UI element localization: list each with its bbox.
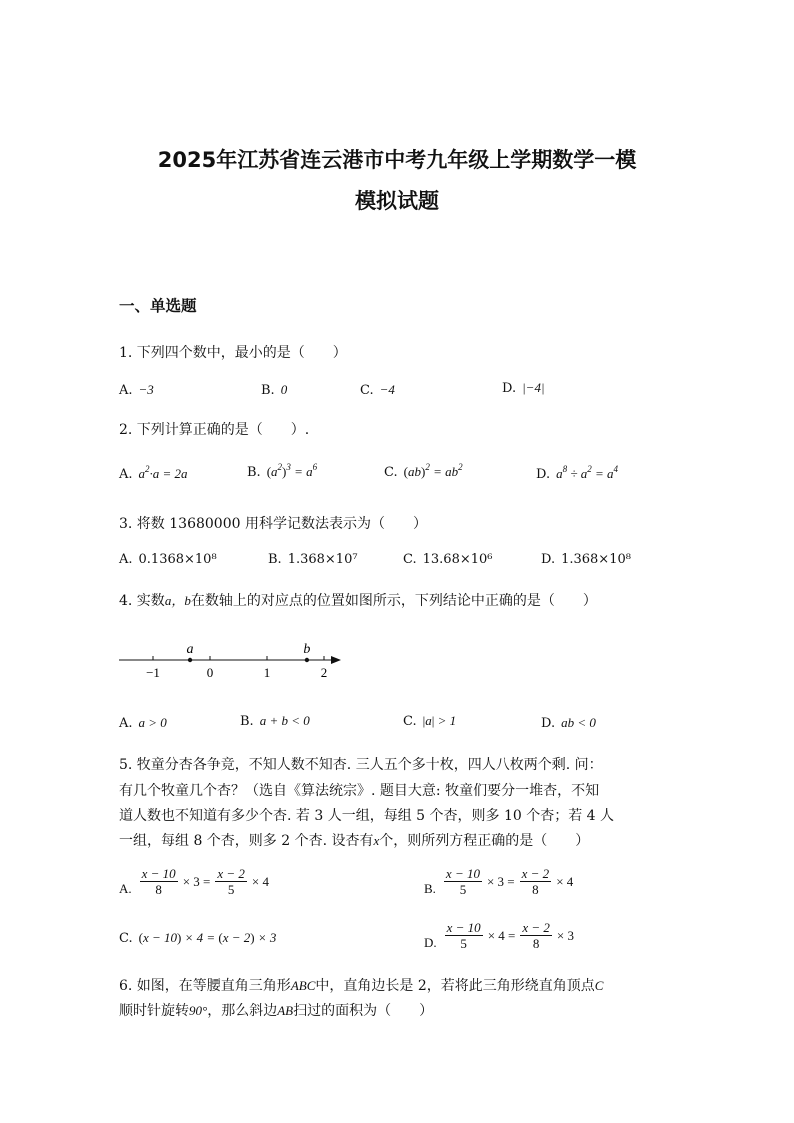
q4-option-a[interactable] [119,715,167,731]
stem-variables: a，b [164,593,191,608]
option-label: A. [119,467,133,482]
page-title: 2025年江苏省连云港市中考九年级上学期数学一模 [157,148,637,172]
option-value: 0.1368×10⁸ [138,552,217,567]
fraction: $\frac{x - 2}{8}$ [521,866,550,897]
number-line-arrow [331,656,341,664]
option-label: D. [541,552,556,567]
q3-option-d[interactable] [541,552,631,567]
number-line-tick-label: 2 [320,665,328,680]
stem-text: 在数轴上的对应点的位置如图所示，下列结论中正确的是（ ） [190,593,597,609]
stem-text: 扫过的面积为（ ） [293,1003,434,1019]
option-value: −4 [379,382,395,397]
stem-variable: ABC [290,978,316,993]
stem-text: 个，则所列方程正确的是（ ） [379,833,590,849]
stem-text: 中，直角边长是 2，若将此三角形绕直角顶点 [315,978,595,994]
question-3-stem: 3. 将数 13680000 用科学记数法表示为（ ） [119,516,427,532]
fraction: $\frac{x - 10}{5}$ [445,866,480,897]
option-value: 1.368×10⁷ [287,552,358,567]
number-line-point [188,658,192,662]
option-label: C. [119,931,133,946]
fraction: $\frac{x - 2}{8}$ [522,920,550,951]
option-label: C. [403,552,417,567]
stem-variable: x [373,833,380,848]
option-value: |−4| [522,380,545,395]
q2-option-a[interactable] [119,466,188,482]
option-formula: ab < 0 [561,715,596,730]
option-label: B. [424,880,436,896]
stem-text: 一组，每组 8 个杏，则多 2 个杏. 设杏有 [119,833,374,849]
q3-option-c[interactable] [403,552,493,567]
option-label: A. [119,716,133,731]
q2-option-d[interactable] [536,466,618,482]
option-value: 13.68×10⁶ [422,552,493,567]
option-label: B. [268,552,282,567]
q1-option-d[interactable] [502,380,545,396]
option-value: 0 [280,382,288,397]
question-5-line-2: 有几个牧童几个杏？（选自《算法统宗》. 题目大意: 牧童们要分一堆杏，不知 [119,783,600,799]
option-label: A. [119,552,133,567]
option-formula: a + b < 0 [259,713,310,728]
option-label: D. [502,381,517,396]
number-line-point [305,658,309,662]
option-formula: |a| > 1 [422,713,457,728]
stem-angle: 90° [189,1003,208,1018]
fraction: $\frac{x - 2}{5}$ [217,866,245,897]
option-label: B. [240,714,254,729]
question-6-line-1 [119,975,603,995]
option-label: A. [119,880,132,896]
option-label: C. [384,465,398,480]
q5-option-c[interactable] [119,930,276,946]
stem-variable: AB [277,1003,294,1018]
fraction: $\frac{x - 10}{5}$ [446,920,481,951]
option-label: A. [119,383,133,398]
q2-option-c[interactable] [384,464,463,480]
stem-text: 6. 如图，在等腰直角三角形 [119,978,291,994]
number-line-tick-label: −1 [146,665,160,680]
question-4-stem [119,590,597,610]
q4-option-b[interactable] [240,713,310,729]
stem-text: 顺时针旋转 [119,1003,189,1019]
option-label: B. [247,465,261,480]
q3-option-b[interactable] [268,552,358,567]
q5-option-b[interactable]: B. $\frac{x - 10}{5}$ × 3 = $\frac{x - 2}{8}$ × 4 [424,866,574,897]
q1-option-c[interactable] [360,382,395,398]
number-line-point-label: a [186,642,194,657]
section-heading-single-choice: 一、单选题 [119,297,197,315]
option-label: B. [261,383,275,398]
question-5-line-1: 5. 牧童分杏各争竞，不知人数不知杏. 三人五个多十枚，四人八枚两个剩. 问： [119,757,603,773]
q2-option-b[interactable] [247,464,317,480]
q3-option-a[interactable] [119,552,217,567]
stem-text: 4. 实数 [119,593,165,609]
q5-option-d[interactable]: D. $\frac{x - 10}{5}$ × 4 = $\frac{x - 2}{8}$ × 3 [424,920,574,951]
question-1-stem: 1. 下列四个数中，最小的是（ ） [119,345,347,361]
question-5-line-4 [119,830,589,850]
stem-text: ，那么斜边 [207,1003,278,1019]
number-line-tick-label: 1 [263,665,271,680]
option-formula: (x − 10) × 4 = (x − 2) × 3 [138,930,277,945]
question-2-stem: 2. 下列计算正确的是（ ）. [119,422,310,438]
q4-option-c[interactable] [403,713,456,729]
q4-option-d[interactable] [541,715,596,731]
option-formula: a > 0 [138,715,167,730]
number-line-point-label: b [303,642,311,657]
fraction: $\frac{x - 10}{8}$ [141,866,176,897]
option-formula: $(ab)^2 = ab^2$ [403,462,463,479]
option-label: D. [536,467,551,482]
option-label: C. [360,383,374,398]
question-5-line-3: 道人数也不知道有多少个杏. 若 3 人一组，每组 5 个杏，则多 10 个杏；若 4 人 [119,808,615,824]
option-formula: $a^8 \div a^2 = a^4$ [556,464,619,481]
option-formula: $a^2\cdot a = 2a$ [138,464,188,481]
option-label: C. [403,714,417,729]
option-formula: $(a^2)^3 = a^6$ [266,462,318,479]
stem-variable: C [594,978,604,993]
number-line-tick-label: 0 [206,665,214,680]
option-label: D. [541,716,556,731]
question-6-line-2 [119,1000,433,1020]
option-value: 1.368×10⁸ [561,552,631,567]
q5-option-a[interactable]: A. $\frac{x - 10}{8}$ × 3 = $\frac{x - 2}{5}$ × 4 [119,866,269,897]
q1-option-b[interactable] [261,382,287,398]
number-line-figure [115,640,355,684]
page-title-line2: 模拟试题 [355,189,439,213]
option-value: −3 [138,382,154,397]
option-label: D. [424,934,437,950]
q1-option-a[interactable] [119,382,154,398]
